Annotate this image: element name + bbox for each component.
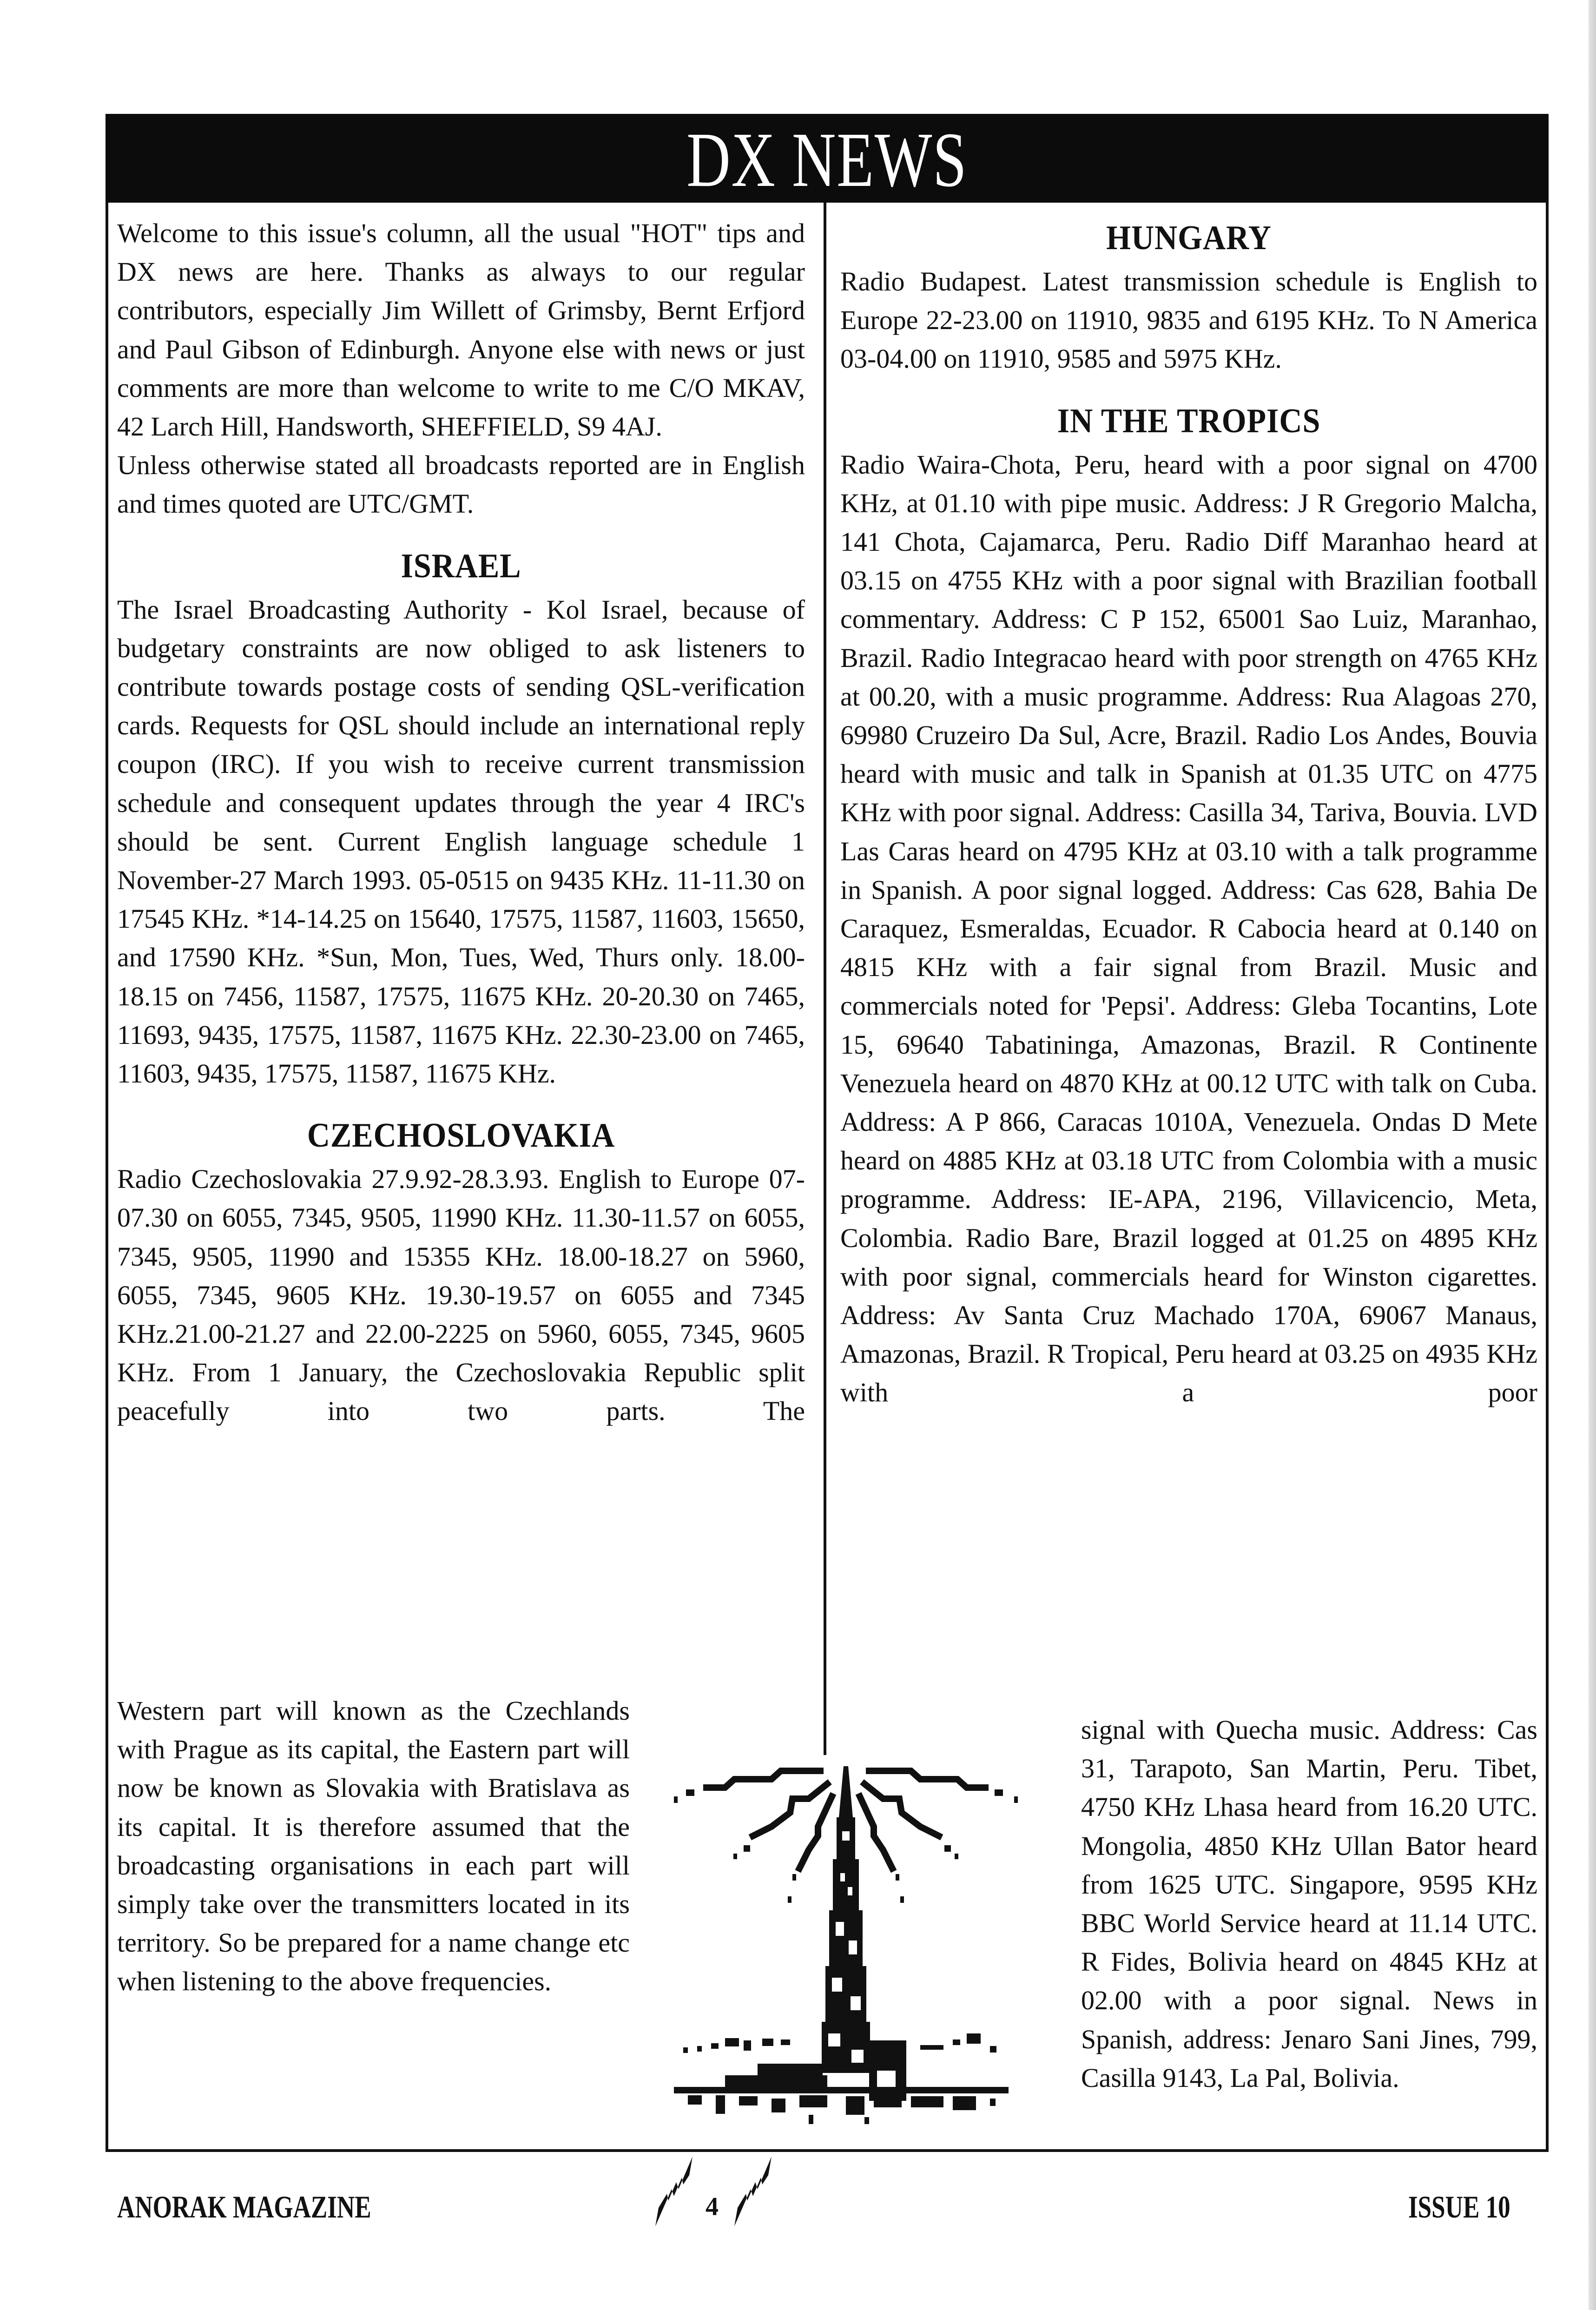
tower-tip [839, 1766, 853, 1817]
scan-edge-shadow [1589, 0, 1596, 2310]
section-body-tropics: Radio Waira-Chota, Peru, heard with a poor signal on 4700 KHz, at 01.10 with pipe music. Address: J R Gregorio Malcha, 141 Chota, Cajamarca, Peru. Radio Diff Maranhao heard at 03.15 on 4755 KHz with a poor signal with Brazilian football commentary. Address: C P 152, 65001 Sao Luiz, Maranhao, Brazil. Radio Integracao heard with poor strength on 4765 KHz at 00.20, with a music programme. Address: Rua Alagoas 270, 69980 Cruzeiro Da Sul, Acre, Brazil. Radio Los Andes, Bouvia heard with music and talk in Spanish at 01.35 UTC on 4775 KHz with poor signal. Address: Casilla 34, Tariva, Bouvia. LVD Las Caras heard on 4795 KHz at 03.10 with a talk programme in Spanish. A poor signal logged. Address: Cas 628, Bahia De Caraquez, Esmeraldas, Ecuador. R Cabocia heard at 0.140 on 4815 KHz with a fair signal from Brazil. Music and commercials noted for 'Pepsi'. Address: Gleba Tocantins, Lote 15, 69640 Tabatininga, Amazonas, Brazil. R Continente Venezuela heard on 4870 KHz at 00.12 UTC with talk on Cuba. Address: A P 866, Caracas 1010A, Venezuela. Ondas D Mete heard on 4885 KHz at 03.18 UTC from Colombia with a music programme. Address: IE-APA, 2196, Villavicencio, Meta, Colombia. Radio Bare, Brazil logged at 01.25 on 4895 KHz with poor signal, commercials heard for Winston cigarettes. Address: Av Santa Cruz Machado 170A, 69067 Manaus, Amazonas, Brazil. R Tropical, Peru heard at 03.25 on 4935 KHz with a poor [840, 449, 1537, 1408]
section-body-israel: The Israel Broadcasting Authority - Kol Israel, because of budgetary constraints are now obliged to ask listeners to contribute towards postage costs of sending QSL-verification cards. Requests for QSL should include an international reply coupon (IRC). If you wish to receive current transmission schedule and consequent updates through the year 4 IRC's should be sent. Current English language schedule 1 November-27 March 1993. 05-0515 on 9435 KHz. 11-11.30 on 17545 KHz. *14-14.25 on 15640, 17575, 11587, 11603, 15650, and 17590 KHz. *Sun, Mon, Tues, Wed, Thurs only. 18.00-18.15 on 7456, 11587, 17575, 11675 KHz. 20-20.30 on 7465, 11693, 9435, 17575, 11587, 11675 KHz. 22.30-23.00 on 7465, 11603, 9435, 17575, 11587, 11675 KHz. [117, 594, 805, 1089]
left-column [117, 214, 805, 1431]
title-banner [106, 114, 1549, 203]
lightning-bolt-icon [732, 2157, 774, 2226]
issue-number: ISSUE 10 [1408, 2189, 1510, 2224]
radio-waves-right [860, 1771, 985, 1868]
right-column-wrap [1081, 1710, 1537, 2097]
section-body-czechoslovakia-continued: Western part will known as the Czechlands with Prague as its capital, the Eastern part will now be known as Slovakia with Bratislava as its capital. It is therefore assumed that the broadcasting organisations in each part will simply take over the transmitters located in its territory. So be prepared for a name change etc when listening to the above frequencies. [117, 1696, 630, 1997]
section-body-hungary: Radio Budapest. Latest transmission schedule is English to Europe 22-23.00 on 11910, 9835 and 6195 KHz. To N America 03-04.00 on 11910, 9585 and 5975 KHz. [840, 266, 1537, 374]
section-body-tropics-continued: signal with Quecha music. Address: Cas 31, Tarapoto, San Martin, Peru. Tibet, 4750 KHz Lhasa heard from 16.20 UTC. Mongolia, 4850 KHz Ullan Bator heard from 1625 UTC. Singapore, 9595 KHz BBC World Service heard at 11.14 UTC. R Fides, Bolivia heard on 4845 KHz at 02.00 with a poor signal. News in Spanish, address: Jenaro Sani Jines, 799, Casilla 9143, La Pal, Bolivia. [1081, 1715, 1537, 2093]
intro-note: Unless otherwise stated all broadcasts reported are in English and times quoted are UTC/GMT. [117, 450, 805, 519]
magazine-name: ANORAK MAGAZINE [117, 2189, 371, 2224]
section-body-czechoslovakia: Radio Czechoslovakia 27.9.92-28.3.93. English to Europe 07-07.30 on 6055, 7345, 9505, 11990 KHz. 11.30-11.57 on 6055, 7345, 9505, 11990 and 15355 KHz. 18.00-18.27 on 5960, 6055, 7345, 9605 KHz. 19.30-19.57 on 6055 and 7345 KHz.21.00-21.27 and 22.00-2225 on 5960, 6055, 7345, 9605 KHz. From 1 January, the Czechoslovakia Republic split peacefully into two parts. The [117, 1164, 805, 1426]
column-divider [824, 203, 826, 1755]
radio-tower-icon [669, 1762, 1022, 2124]
section-heading-czechoslovakia: CZECHOSLOVAKIA [307, 1116, 615, 1155]
page-title: DX NEWS [686, 116, 968, 203]
section-heading-hungary: HUNGARY [1106, 219, 1272, 257]
section-heading-tropics: IN THE TROPICS [1057, 402, 1321, 440]
left-column-wrap [117, 1691, 630, 2001]
page-number: 4 [706, 2192, 719, 2221]
lightning-bolt-icon [653, 2157, 695, 2226]
right-column [840, 214, 1537, 1412]
radio-waves-left [706, 1771, 832, 1868]
intro-paragraph: Welcome to this issue's column, all the usual "HOT" tips and DX news are here. Thanks as always to our regular contributors, especially Jim Willett of Grimsby, Bernt Erfjord and Paul Gibson of Edinburgh. Anyone else with news or just comments are more than welcome to write to me C/O MKAV, 42 Larch Hill, Handsworth, SHEFFIELD, S9 4AJ. [117, 218, 805, 442]
section-heading-israel: ISRAEL [401, 547, 521, 585]
